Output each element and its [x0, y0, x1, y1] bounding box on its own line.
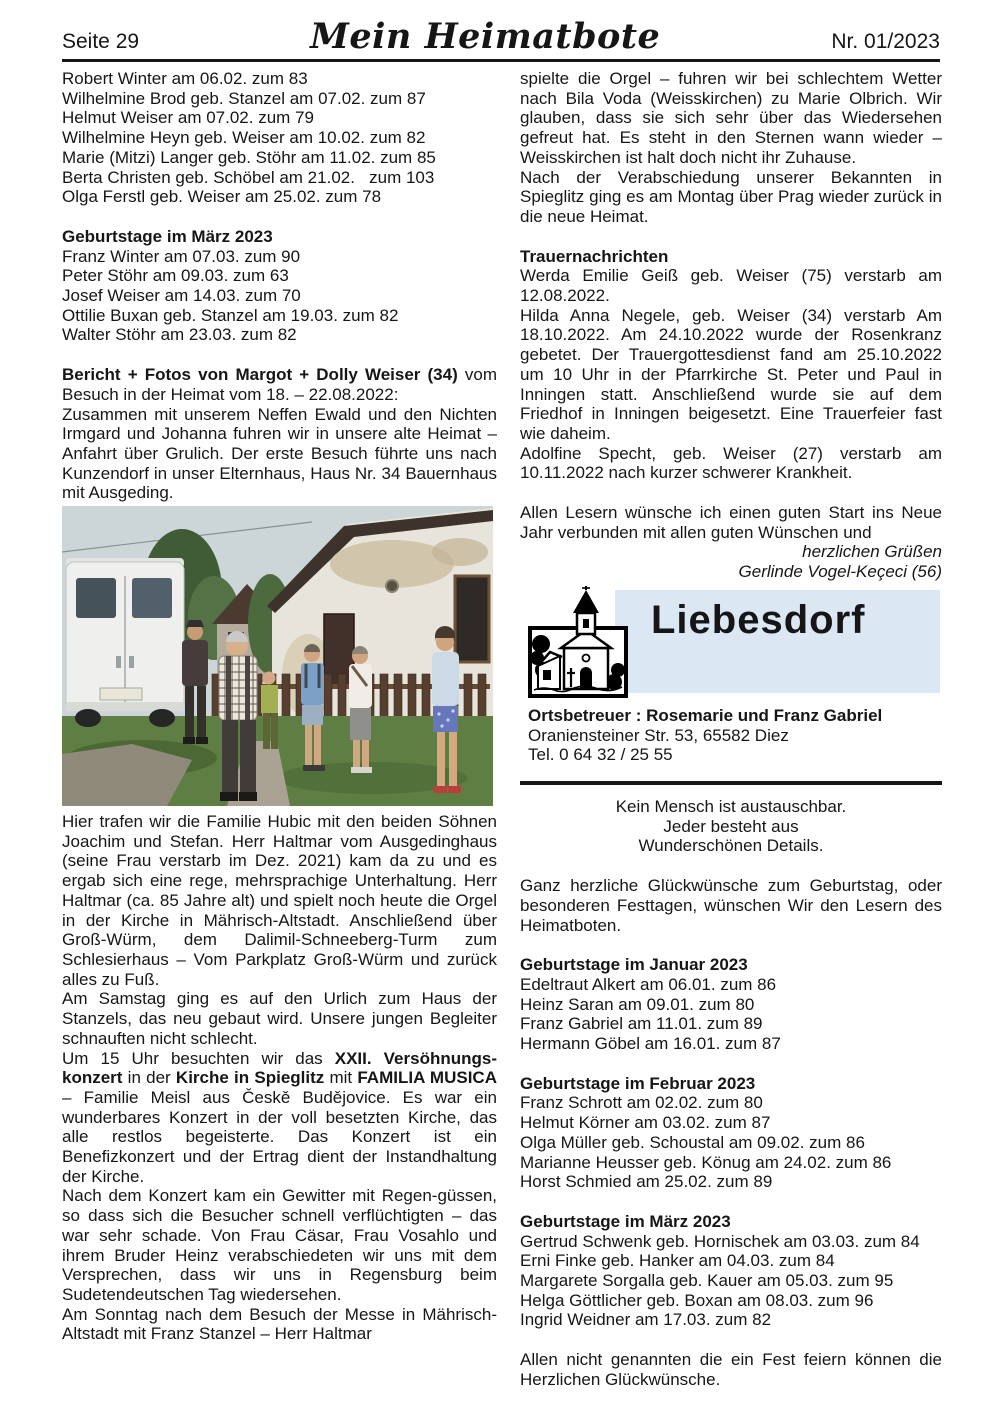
- quote-line: Kein Mensch ist austauschbar.: [615, 796, 847, 816]
- issue-number: Nr. 01/2023: [831, 30, 940, 53]
- page-number: Seite 29: [62, 30, 140, 53]
- paragraph-gewitter: Nach dem Konzert kam ein Gewitter mit Regen-güssen, so dass sich die Besucher schnell verflüchtigten – das war sehr schade. Von Frau Cäsar, Frau Vosahlo und ihrem Bruder Heinz verabschiedeten wir uns mit dem Versprechen, dass wir uns in Regensburg beim Sudetendeutschen Tag wiedersehen.: [62, 1186, 497, 1304]
- birthday-line: Wilhelmine Brod geb. Stanzel am 07.02. zum 87: [62, 88, 426, 108]
- report-intro-paragraph: Zusammen mit unserem Neffen Ewald und den Nichten Irmgard und Johanna fuhren wir in unsere alte Heimat – Anfahrt über Grulich. Der erste Besuch führte uns nach Kunzendorf in unser Elternhaus, Haus Nr. 34 Bauernhaus mit Ausgeding.: [62, 404, 497, 503]
- right-column: [520, 69, 942, 1390]
- birthday-line: Helga Göttlicher geb. Boxan am 08.03. zum 96: [520, 1290, 874, 1310]
- section-heading-march: Geburtstage im März 2023: [62, 226, 273, 246]
- birthday-line: Edeltraut Alkert am 06.01. zum 86: [520, 974, 777, 994]
- birthday-line: Wilhelmine Heyn geb. Weiser am 10.02. zum 82: [62, 128, 426, 148]
- signature-line: herzlichen Grüßen: [802, 542, 942, 562]
- birthday-line: Gertrud Schwenk geb. Hornischek am 03.03. zum 84: [520, 1231, 920, 1251]
- birthday-line: Erni Finke geb. Hanker am 04.03. zum 84: [520, 1251, 835, 1271]
- quote-line: Jeder besteht aus: [663, 816, 799, 836]
- birthday-line: Ottilie Buxan geb. Stanzel am 19.03. zum 82: [62, 305, 399, 325]
- left-column: [62, 69, 497, 1390]
- paragraph-sonntag: Am Sonntag nach dem Besuch der Messe in Mährisch-Altstadt mit Franz Stanzel – Herr Haltmar: [62, 1304, 497, 1344]
- caretaker-phone: Tel. 0 64 32 / 25 55: [528, 745, 673, 765]
- section-heading-obituaries: Trauernachrichten: [520, 246, 669, 266]
- new-year-wish: Allen Lesern wünsche ich einen guten Start ins Neue Jahr verbunden mit allen guten Wünschen und: [520, 503, 942, 542]
- birthday-line: Franz Winter am 07.03. zum 90: [62, 246, 301, 266]
- caretaker-name: Ortsbetreuer : Rosemarie und Franz Gabriel: [528, 705, 883, 725]
- section-heading-march-right: Geburtstage im März 2023: [520, 1211, 731, 1231]
- quote-line: Wunderschönen Details.: [638, 836, 824, 856]
- church-icon: [526, 586, 630, 700]
- birthday-line: Berta Christen geb. Schöbel am 21.02. zum 103: [62, 167, 435, 187]
- section-heading-january: Geburtstage im Januar 2023: [520, 955, 748, 975]
- birthday-line: Helmut Weiser am 07.02. zum 79: [62, 108, 314, 128]
- report-subtitle: vom Besuch in der Heimat vom 18. – 22.08.2022:: [62, 365, 497, 404]
- birthday-line: Franz Gabriel am 11.01. zum 89: [520, 1014, 763, 1034]
- obituary-paragraph: Werda Emilie Geiß geb. Weiser (75) verstarb am 12.08.2022.: [520, 266, 942, 306]
- paragraph-concert: Um 15 Uhr besuchten wir das XXII. Versöhnungs-konzert in der Kirche in Spieglitz mit FAMILIA MUSICA – Familie Meisl aus Českě Budějovice. Es war ein wunderbares Konzert in der voll besetzten Kirche, das alle restlos begeisterte. Das Konzert ist ein Benefizkonzert und der Ertrag dient der Instandhaltung der Kirche.: [62, 1048, 497, 1186]
- birthday-line: Marie (Mitzi) Langer geb. Stöhr am 11.02. zum 85: [62, 147, 436, 167]
- birthday-line: Franz Schrott am 02.02. zum 80: [520, 1093, 763, 1113]
- paragraph-samstag: Am Samstag ging es auf den Urlich zum Haus der Stanzels, das neu gebaut wird. Unsere jungen Begleiter schnauften nicht schlecht.: [62, 989, 497, 1048]
- birthday-line: Hermann Göbel am 16.01. zum 87: [520, 1034, 781, 1054]
- birthday-line: Ingrid Weidner am 17.03. zum 82: [520, 1310, 772, 1330]
- birthday-line: Walter Stöhr am 23.03. zum 82: [62, 325, 297, 345]
- paragraph-verabschiedung: Nach der Verabschiedung unserer Bekannten in Spieglitz ging es am Montag über Prag wieder zurück in die neue Heimat.: [520, 167, 942, 226]
- divider-rule: [520, 781, 942, 785]
- birthday-line: Peter Stöhr am 09.03. zum 63: [62, 266, 289, 286]
- paragraph-hubic: Hier trafen wir die Familie Hubic mit den beiden Söhnen Joachim und Stefan. Herr Haltmar vom Ausgedinghaus (seine Frau verstarb im Dez. 2021) kam da zu und es ergab sich eine rege, mehrsprachige Unterhaltung. Herr Haltmar (ca. 85 Jahre alt) und spielt noch heute die Orgel in der Kirche in Mährisch-Altstadt. Anschließend über Groß-Würm, dem Dalimil-Schneeberg-Turm zum Schlesierhaus – Vom Parkplatz Groß-Würm und zurück alles zu Fuß.: [62, 812, 497, 989]
- page-header: [62, 16, 940, 62]
- caretaker-address: Oraniensteiner Str. 53, 65582 Diez: [528, 725, 789, 745]
- birthday-line: Josef Weiser am 14.03. zum 70: [62, 286, 301, 306]
- group-photo-illustration: [62, 506, 493, 806]
- report-title: Bericht + Fotos von Margot + Dolly Weiser (34): [62, 365, 458, 385]
- village-banner-box: [615, 590, 940, 693]
- obituary-paragraph: Hilda Anna Negele, geb. Weiser (34) verstarb Am 18.10.2022. Am 24.10.2022 wurde der Rosenkranz gebetet. Der Trauergottesdienst fand am 25.10.2022 um 10 Uhr in der Pfarrkirche St. Peter und Paul in Inningen statt. Anschließend wurde sie auf dem Friedhof in Inningen beigesetzt. Eine Trauerfeier fast wie daheim.: [520, 305, 942, 443]
- caretaker-block: [520, 706, 942, 765]
- birthday-line: Margarete Sorgalla geb. Kauer am 05.03. zum 95: [520, 1271, 894, 1291]
- signature-line: Gerlinde Vogel-Keçeci (56): [738, 562, 942, 582]
- congrats-paragraph: Ganz herzliche Glückwünsche zum Geburtstag, oder besonderen Festtagen, wünschen Wir den Lesern des Heimatboten.: [520, 876, 942, 935]
- birthday-line: Olga Ferstl geb. Weiser am 25.02. zum 78: [62, 187, 382, 207]
- birthday-line: Horst Schmied am 25.02. zum 89: [520, 1172, 773, 1192]
- birthday-line: Olga Müller geb. Schoustal am 09.02. zum 86: [520, 1132, 865, 1152]
- village-banner: [520, 586, 942, 702]
- village-name: Liebesdorf: [651, 597, 866, 642]
- birthday-line: Helmut Körner am 03.02. zum 87: [520, 1113, 771, 1133]
- two-column-body: [62, 62, 940, 1390]
- paragraph-orgel: spielte die Orgel – fuhren wir bei schlechtem Wetter nach Bila Voda (Weisskirchen) zu Marie Olbrich. Wir glauben, dass sie sich sehr über das Wiedersehen gefreut hat. Es steht in den Sternen wann wieder – Weisskirchen ist halt doch nicht ihr Zuhause.: [520, 69, 942, 167]
- obituary-paragraph: Adolfine Specht, geb. Weiser (27) verstarb am 10.11.2022 nach kurzer schwerer Krankheit.: [520, 443, 942, 483]
- birthday-line: Heinz Saran am 09.01. zum 80: [520, 994, 755, 1014]
- birthday-line: Robert Winter am 06.02. zum 83: [62, 69, 308, 88]
- newsletter-title: Mein Heimatbote: [310, 16, 661, 57]
- closing-paragraph: Allen nicht genannten die ein Fest feiern können die Herzlichen Glückwünsche.: [520, 1350, 942, 1389]
- group-photo: [62, 506, 493, 806]
- birthday-line: Marianne Heusser geb. Könug am 24.02. zum 86: [520, 1152, 892, 1172]
- section-heading-february: Geburtstage im Februar 2023: [520, 1073, 756, 1093]
- report-title-paragraph: [62, 365, 497, 404]
